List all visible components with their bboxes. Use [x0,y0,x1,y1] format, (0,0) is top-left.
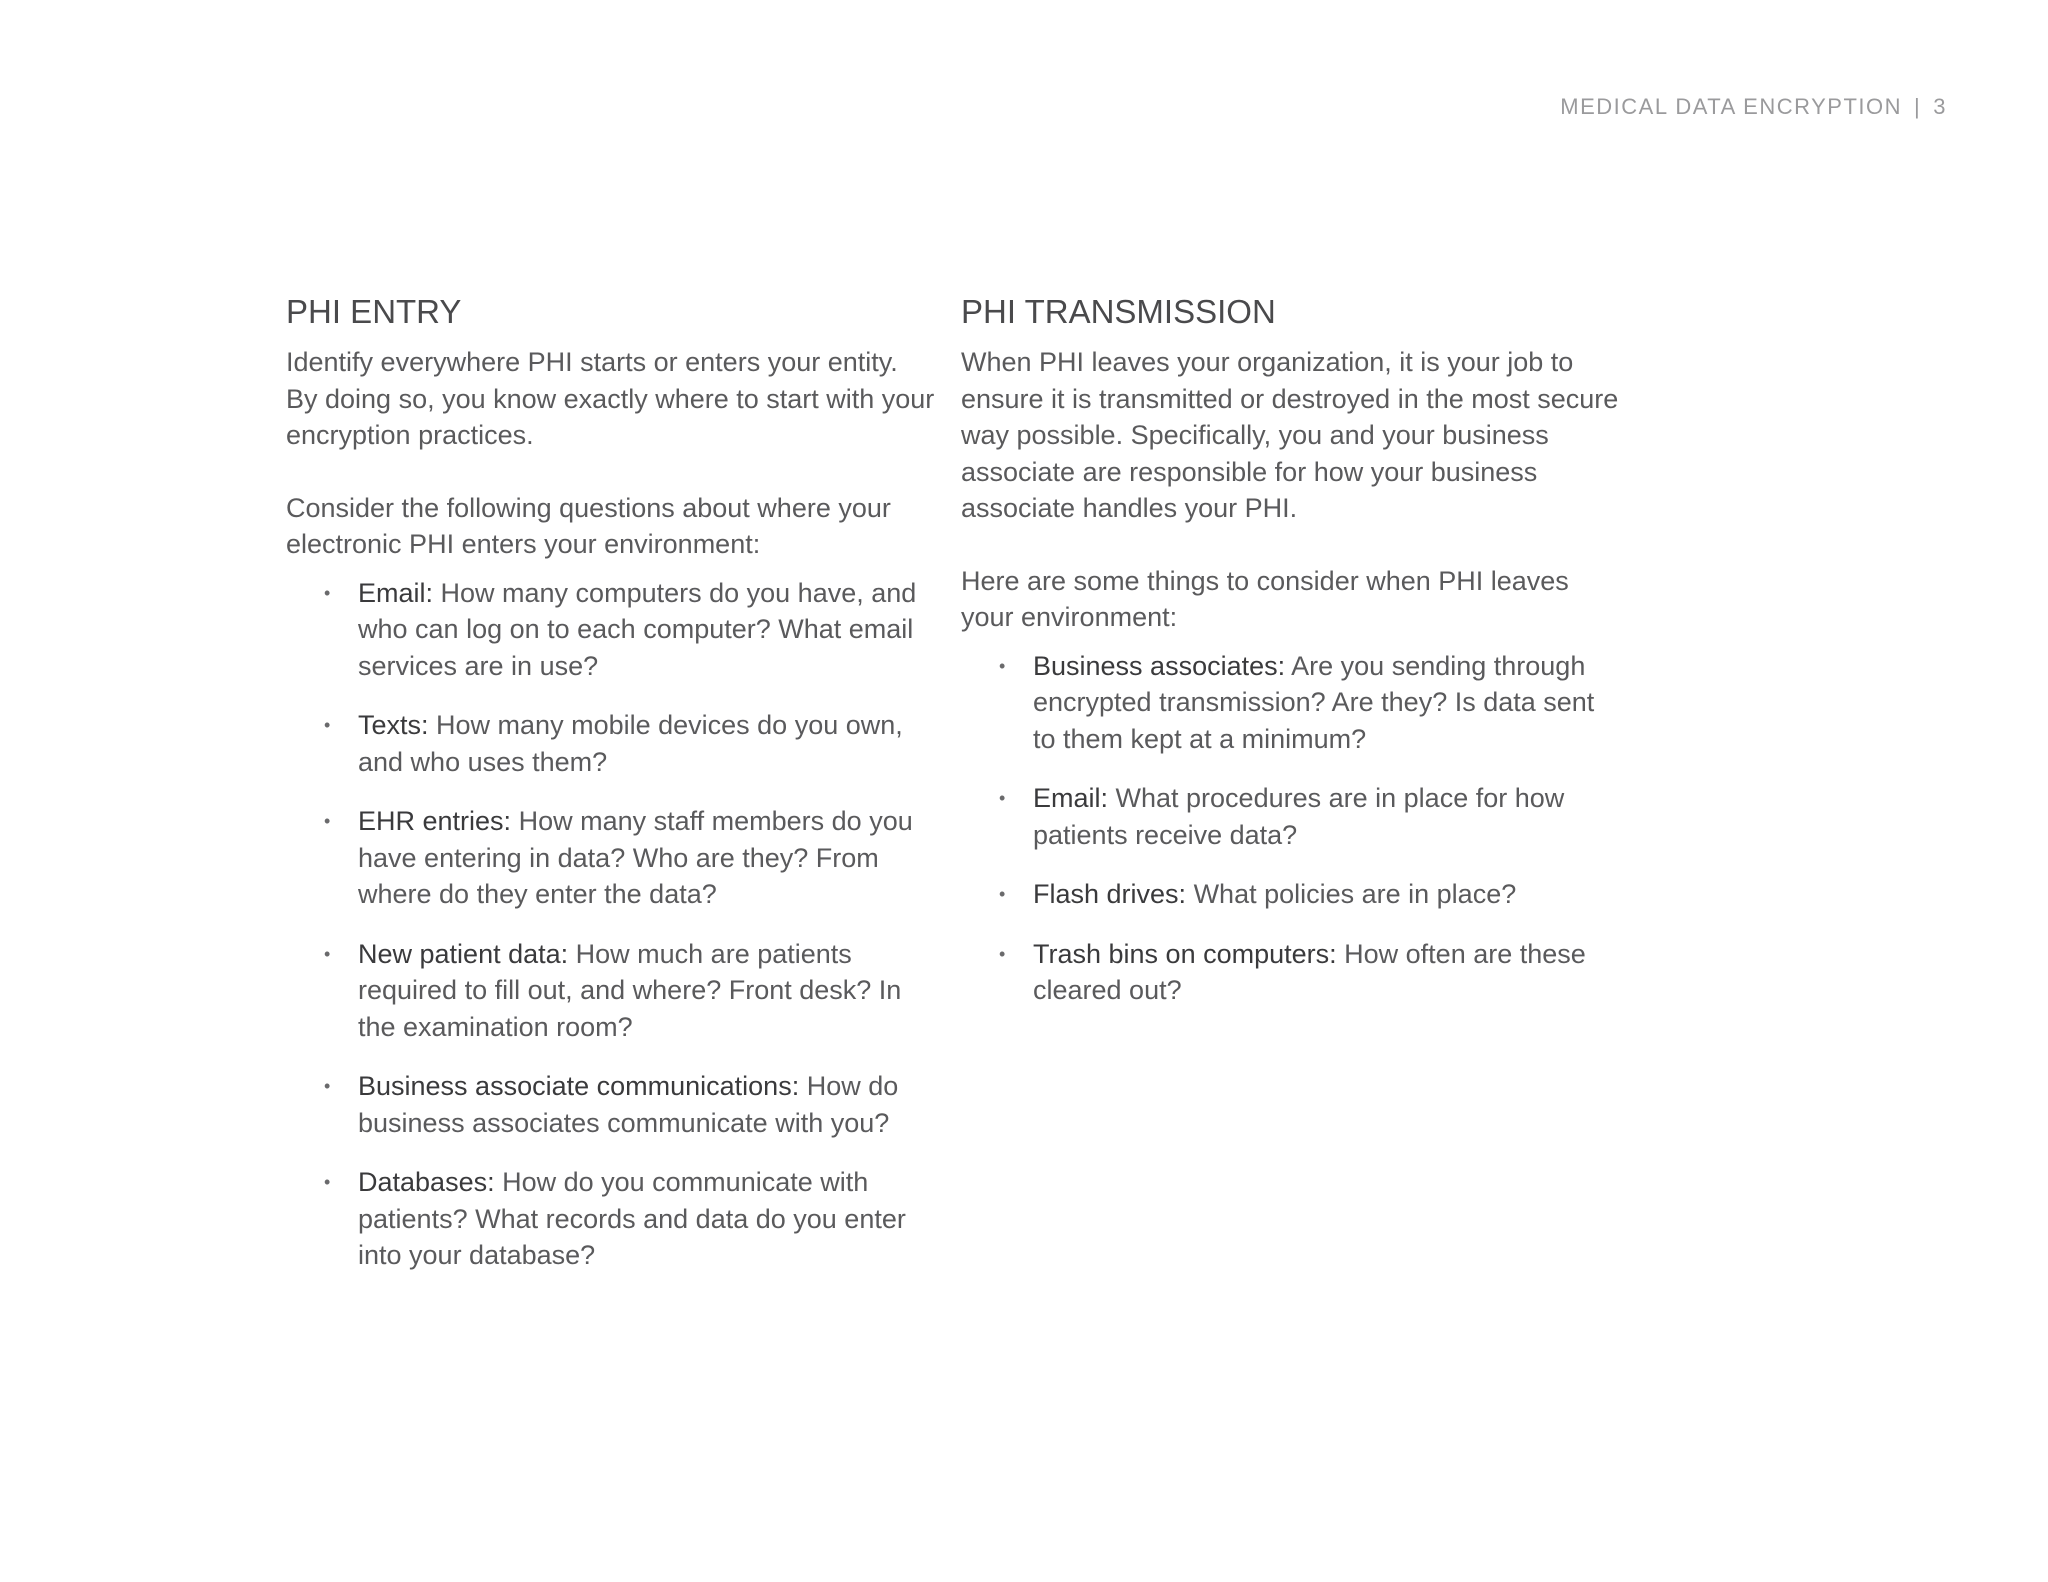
phi-entry-list [286,575,936,1274]
list-item [286,803,936,913]
item-text: What policies are in place? [1186,879,1517,909]
item-term: Texts: [358,710,429,740]
phi-transmission-intro: When PHI leaves your organization, it is your job to ensure it is transmitted or destroyed in the most secure way possible. Specifically, you and your business associate are responsible for how your business associate handles your PHI. [961,347,1619,523]
list-item [286,1068,936,1141]
item-term: Email: [358,577,434,608]
phi-entry-heading: PHI ENTRY [286,293,462,330]
running-header [1560,94,1947,120]
item-term: Trash bins on computers: [1033,938,1337,969]
item-text: How many staff members do you have entering in data? Who are they? From where do they enter the data? [358,806,913,909]
bullet-icon: • [999,788,1006,808]
item-text: How many mobile devices do you own, and who uses them? [358,710,903,777]
item-text: Are you sending through encrypted transmission? Are they? Is data sent to them kept at a minimum? [1033,650,1595,754]
phi-transmission-column [961,290,1621,1032]
bullet-icon: • [324,715,331,735]
bullet-icon: • [999,884,1006,904]
list-item [961,936,1621,1009]
list-item [286,936,936,1046]
item-term: Flash drives: [1033,879,1187,909]
item-text: How much are patients required to fill out, and where? Front desk? In the examination room? [358,938,902,1042]
phi-entry-column [286,290,936,1297]
bullet-icon: • [324,1076,331,1096]
item-text: How often are these cleared out? [1033,938,1586,1005]
item-text: How do you communicate with patients? What records and data do you enter into your database? [358,1167,906,1270]
list-item [286,1164,936,1274]
bullet-icon: • [324,582,331,603]
bullet-icon: • [324,1172,331,1192]
phi-entry-intro: Identify everywhere PHI starts or enters your entity. By doing so, you know exactly where to start with your encryption practices. [286,347,935,450]
list-item [286,575,936,685]
document-title: MEDICAL DATA ENCRYPTION [1560,94,1903,119]
item-term: Email: [1033,783,1109,813]
bullet-icon: • [324,943,331,964]
phi-transmission-list [961,648,1621,1009]
phi-entry-lead: Consider the following questions about where your electronic PHI enters your environment: [286,492,891,559]
phi-transmission-heading: PHI TRANSMISSION [961,293,1276,330]
phi-transmission-lead: Here are some things to consider when PHI leaves your environment: [961,565,1569,632]
page-number: 3 [1933,94,1947,119]
bullet-icon: • [999,655,1006,676]
item-text: What procedures are in place for how patients receive data? [1033,783,1565,850]
bullet-icon: • [999,943,1006,964]
list-item [961,648,1621,758]
bullet-icon: • [324,811,331,831]
item-text: How do business associates communicate with you? [358,1071,899,1138]
item-term: New patient data: [358,938,569,969]
item-term: Business associate communications: [358,1071,800,1101]
item-term: EHR entries: [358,806,512,836]
list-item [286,707,936,780]
item-term: Databases: [358,1167,495,1197]
item-text: How many computers do you have, and who can log on to each computer? What email services are in use? [358,577,917,681]
list-item [961,876,1621,913]
list-item [961,780,1621,853]
header-separator: | [1914,94,1922,119]
item-term: Business associates: [1033,650,1286,681]
